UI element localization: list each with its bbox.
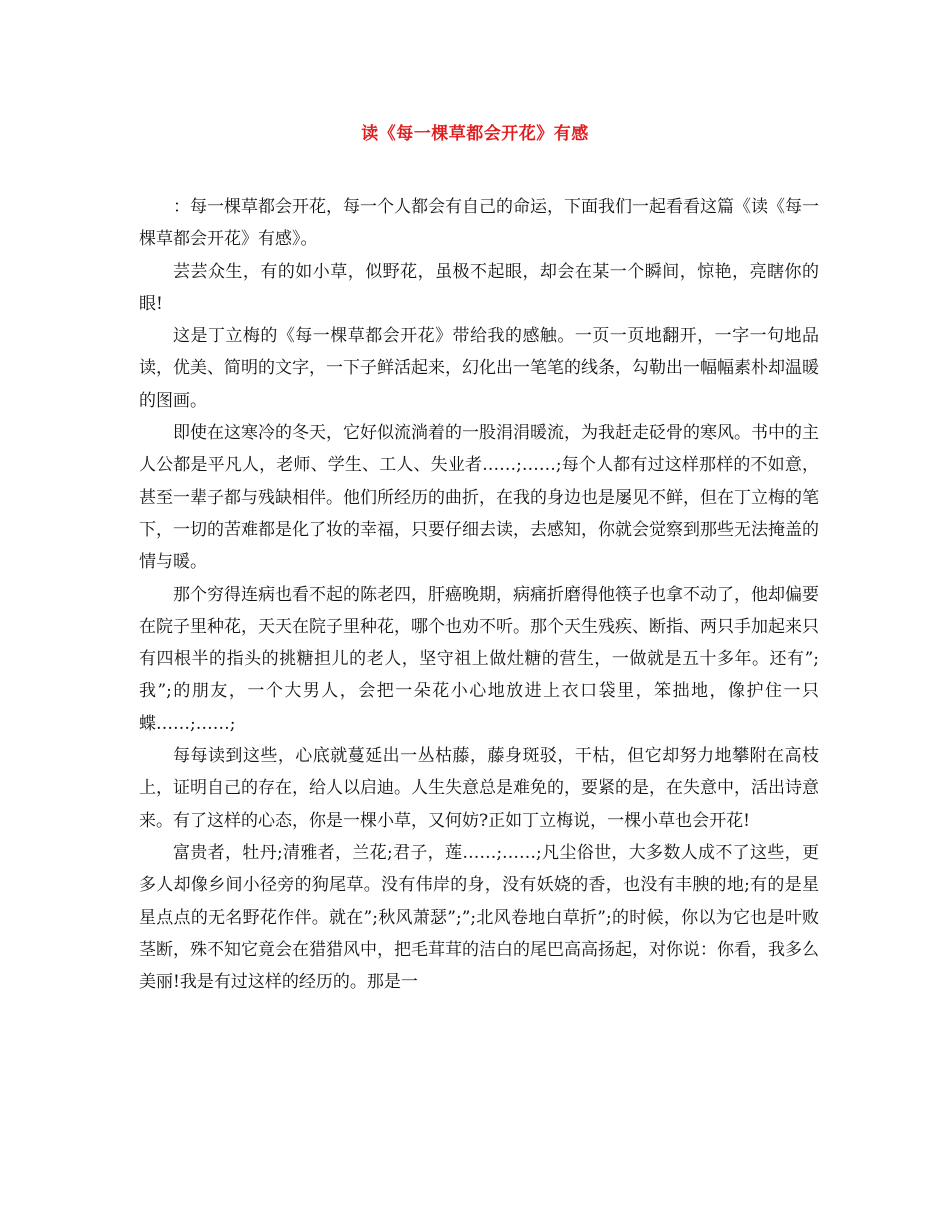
- paragraph: 这是丁立梅的《每一棵草都会开花》带给我的感触。一页一页地翻开，一字一句地品读，优美、简明的文字，一下子鲜活起来，幻化出一笔笔的线条，勾勒出一幅幅素朴却温暖的图画。: [139, 326, 819, 411]
- paragraph: ：每一棵草都会开花，每一个人都会有自己的命运，下面我们一起看看这篇《读《每一棵草都会开花》有感》。: [139, 197, 819, 250]
- paragraph: 每每读到这些，心底就蔓延出一丛枯藤，藤身斑驳，干枯，但它却努力地攀附在高枝上，证明自己的存在，给人以启迪。人生失意总是难免的，要紧的是，在失意中，活出诗意来。有了这样的心态，你是一棵小草，又何妨?正如丁立梅说，一棵小草也会开花!: [139, 746, 819, 831]
- paragraph: 富贵者，牡丹;清雅者，兰花;君子，莲……;……;凡尘俗世，大多数人成不了这些，更多人却像乡间小径旁的狗尾草。没有伟岸的身，没有妖娆的香，也没有丰腴的地;有的是星星点点的无名野花作伴。就在”;秋风萧瑟”;”;北风卷地白草折”;的时候，你以为它也是叶败茎断，殊不知它竟会在猎猎风中，把毛茸茸的洁白的尾巴高高扬起，对你说：你看，我多么美丽!我是有过这样的经历的。那是一: [139, 842, 819, 993]
- document-title: 读《每一棵草都会开花》有感: [361, 124, 589, 144]
- paragraph: 芸芸众生，有的如小草，似野花，虽极不起眼，却会在某一个瞬间，惊艳，亮瞎你的眼!: [139, 261, 819, 314]
- document-body: [139, 191, 819, 998]
- paragraph: 即使在这寒冷的冬天，它好似流淌着的一股涓涓暖流，为我赶走砭骨的寒风。书中的主人公都是平凡人，老师、学生、工人、失业者……;……;每个人都有过这样那样的不如意，甚至一辈子都与残缺相伴。他们所经历的曲折，在我的身边也是屡见不鲜，但在丁立梅的笔下，一切的苦难都是化了妆的幸福，只要仔细去读，去感知，你就会觉察到那些无法掩盖的情与暖。: [139, 423, 819, 573]
- paragraph: 那个穷得连病也看不起的陈老四，肝癌晚期，病痛折磨得他筷子也拿不动了，他却偏要在院子里种花，天天在院子里种花，哪个也劝不听。那个天生残疾、断指、两只手加起来只有四根半的指头的挑糖担儿的老人，坚守祖上做灶糖的营生，一做就是五十多年。还有”;我”;的朋友，一个大男人，会把一朵花小心地放进上衣口袋里，笨拙地，像护住一只蝶……;……;: [139, 584, 819, 734]
